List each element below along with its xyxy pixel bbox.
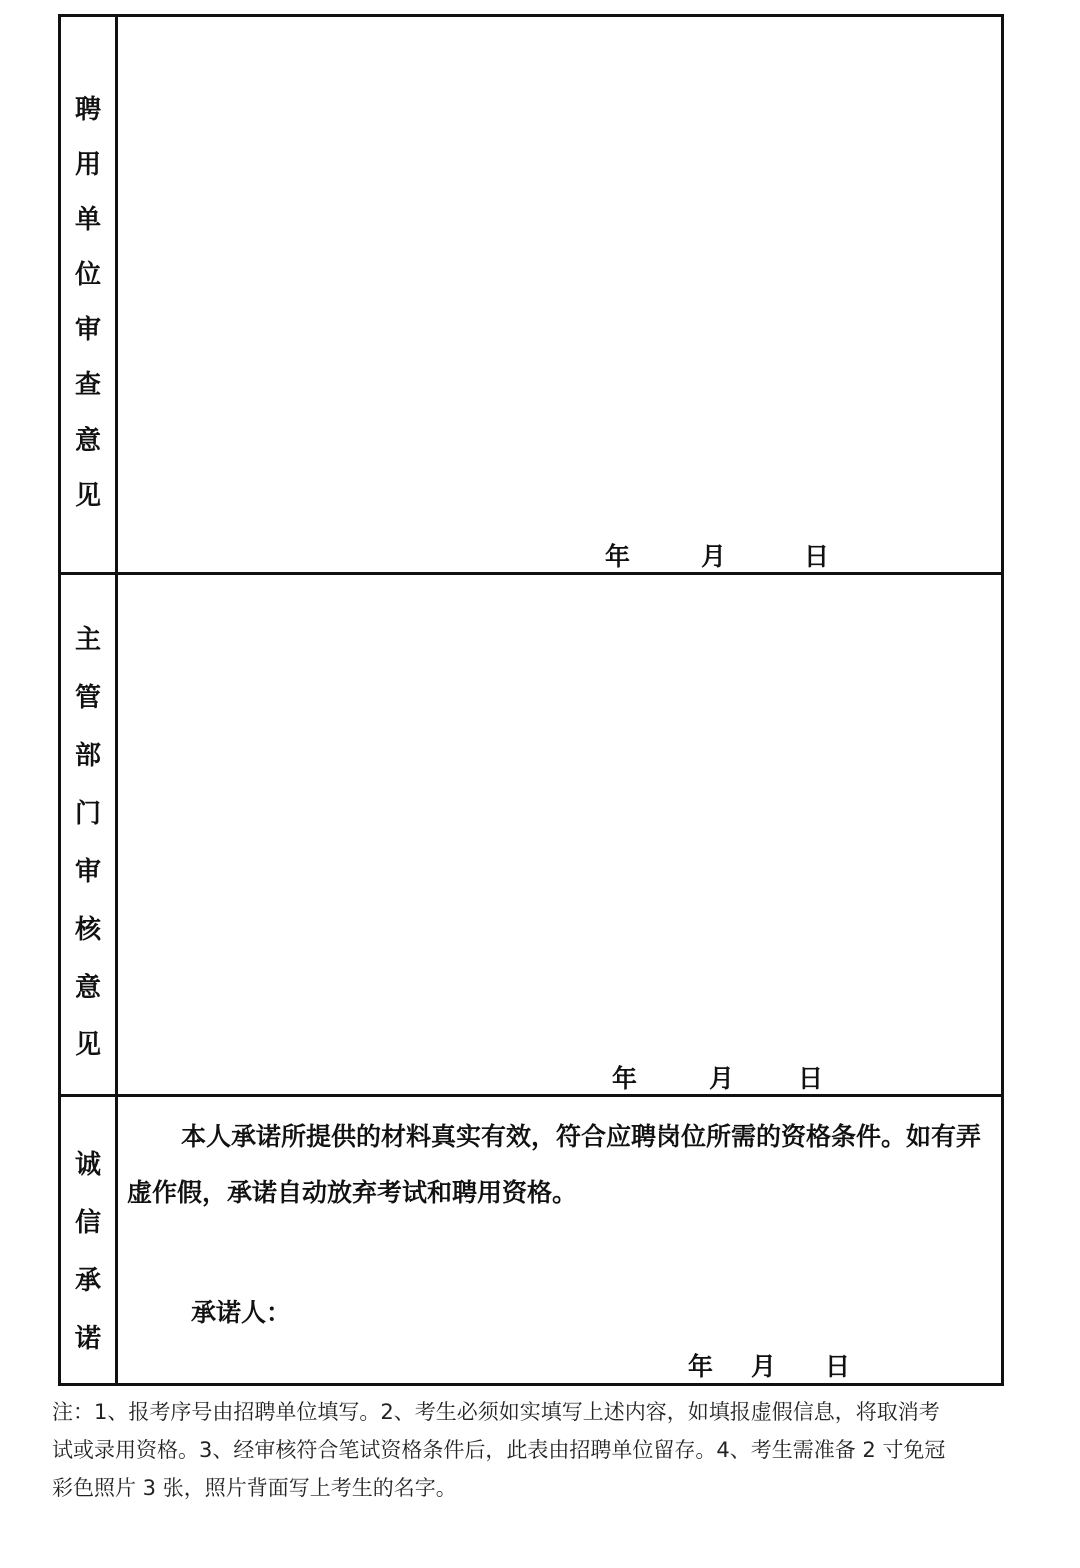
- employer-review-label: [61, 17, 115, 572]
- employer-review-section: [61, 17, 1001, 572]
- label-char: 见: [74, 1030, 101, 1060]
- footnote-line-2: 试或录用资格。3、经审核符合笔试资格条件后，此表由招聘单位留存。4、考生需准备 2 寸免冠: [52, 1438, 946, 1462]
- label-char: 意: [74, 973, 101, 1003]
- label-char: 信: [74, 1208, 101, 1238]
- date-day: 日: [804, 542, 830, 571]
- label-char: 审: [74, 315, 101, 345]
- date-day: 日: [825, 1352, 851, 1381]
- label-char: 核: [74, 915, 101, 945]
- department-review-label: [61, 575, 115, 1094]
- date-year: 年: [605, 542, 631, 571]
- label-char: 审: [74, 857, 101, 887]
- approval-form-table: [58, 14, 1004, 1386]
- integrity-pledge-label: [61, 1097, 115, 1383]
- label-char: 诚: [74, 1150, 101, 1180]
- pledge-line-2: 虚作假，承诺自动放弃考试和聘用资格。: [127, 1178, 578, 1207]
- label-char: 单: [74, 205, 101, 235]
- date-month: 月: [709, 1064, 735, 1093]
- footnote: [52, 1393, 1032, 1507]
- pledge-line-1: 本人承诺所提供的材料真实有效，符合应聘岗位所需的资格条件。如有弄: [181, 1122, 982, 1151]
- label-char: 门: [74, 799, 101, 829]
- label-char: 位: [74, 260, 101, 290]
- date-day: 日: [798, 1064, 824, 1093]
- department-review-section: [61, 575, 1001, 1094]
- label-char: 聘: [74, 95, 101, 125]
- pledger-label: 承诺人：: [191, 1298, 292, 1327]
- label-char: 查: [74, 370, 101, 400]
- label-char: 部: [74, 741, 101, 771]
- label-char: 意: [74, 426, 101, 456]
- label-char: 用: [74, 150, 101, 180]
- label-char: 管: [74, 683, 101, 713]
- date-month: 月: [751, 1352, 777, 1381]
- label-char: 见: [74, 481, 101, 511]
- date-year: 年: [688, 1352, 714, 1381]
- label-char: 诺: [74, 1324, 101, 1354]
- footnote-line-3: 彩色照片 3 张，照片背面写上考生的名字。: [52, 1476, 457, 1500]
- pledge-statement: [127, 1109, 997, 1221]
- label-char: 承: [74, 1266, 101, 1296]
- date-month: 月: [701, 542, 727, 571]
- date-year: 年: [612, 1064, 638, 1093]
- footnote-line-1: 注：1、报考序号由招聘单位填写。2、考生必须如实填写上述内容，如填报虚假信息，将取消考: [52, 1400, 940, 1424]
- label-char: 主: [74, 625, 101, 655]
- integrity-pledge-section: [61, 1097, 1001, 1383]
